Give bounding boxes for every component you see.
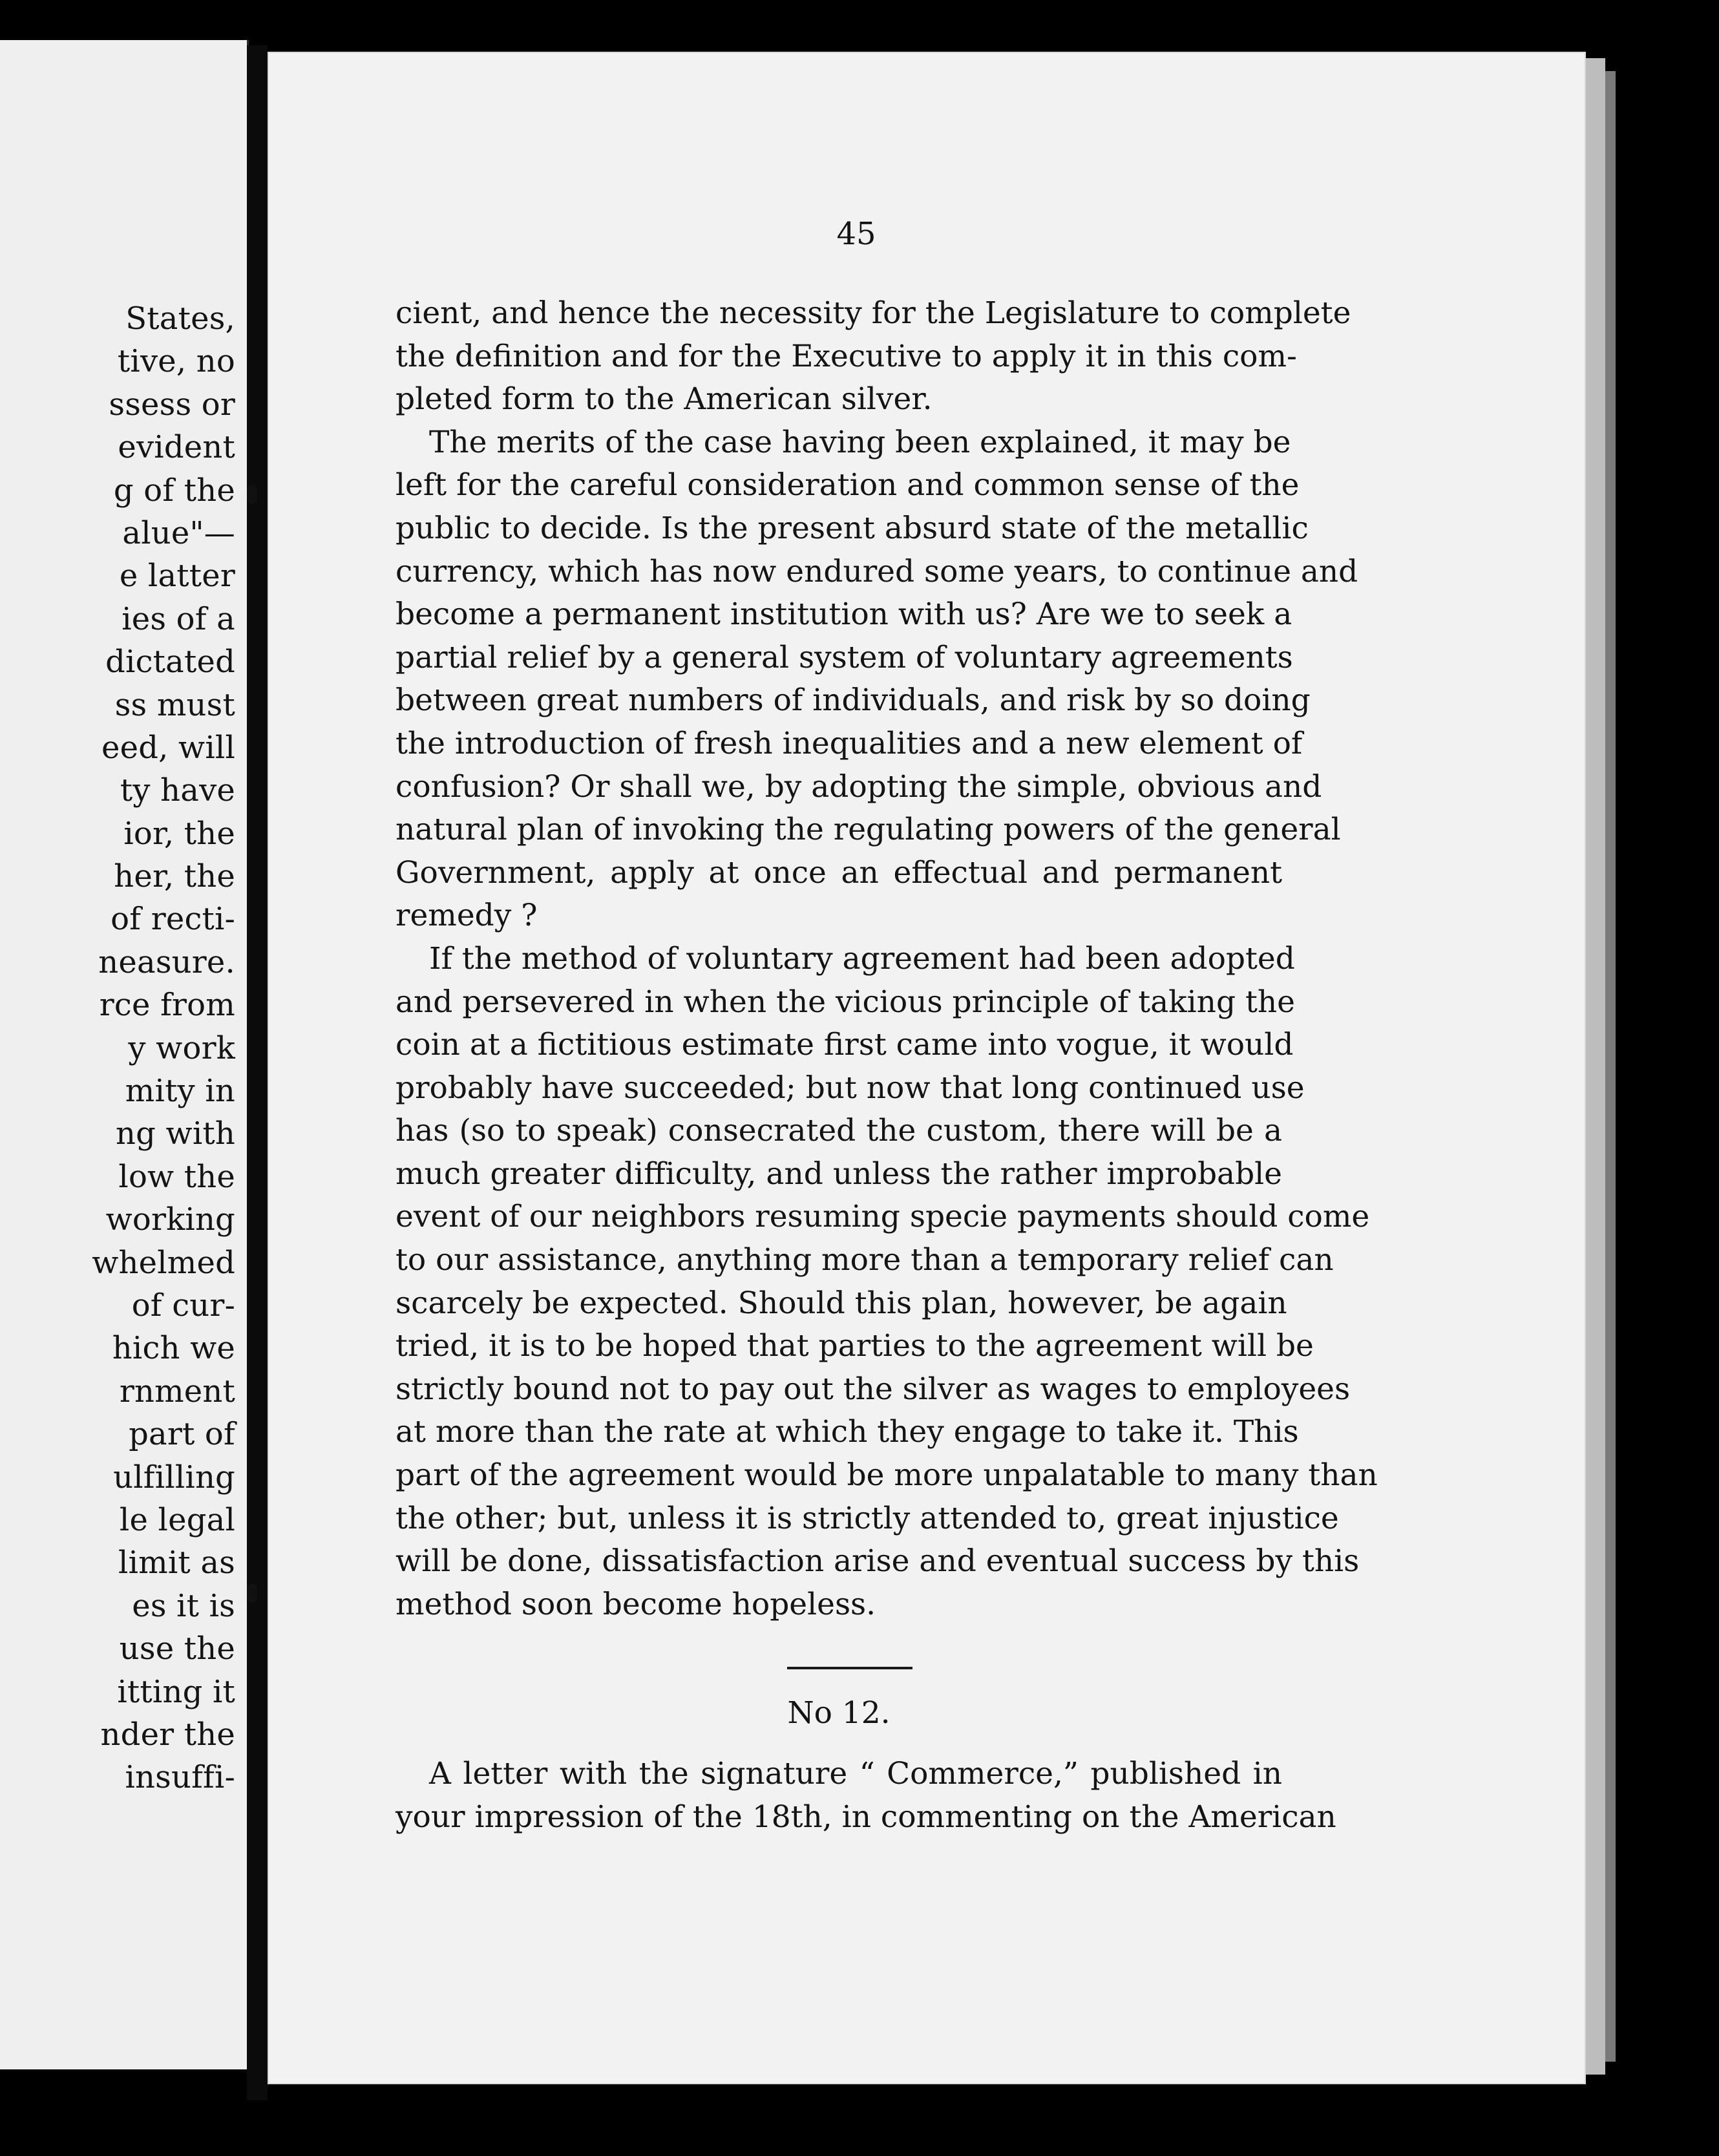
text-line: and persevered in when the vicious principle of taking the	[395, 984, 1295, 1020]
left-text-line: of cur-	[131, 1287, 235, 1324]
text-line: probably have succeeded; but now that long continued use	[395, 1070, 1305, 1106]
text-line: If the method of voluntary agreement had been adopted	[429, 940, 1295, 977]
text-line: between great numbers of individuals, and risk by so doing	[395, 682, 1311, 719]
page-edge	[1605, 71, 1616, 2062]
left-text-line: rnment	[119, 1373, 235, 1410]
left-text-line: es it is	[132, 1587, 235, 1624]
left-text-line: ss must	[114, 686, 235, 723]
text-line: confusion? Or shall we, by adopting the simple, obvious and	[395, 768, 1322, 805]
left-text-line: working	[105, 1201, 235, 1238]
section-heading: No 12.	[787, 1695, 891, 1731]
left-text-line: itting it	[117, 1673, 235, 1710]
left-text-line: insuffi-	[125, 1759, 235, 1796]
text-line: will be done, dissatisfaction arise and eventual success by this	[395, 1543, 1360, 1580]
text-line: currency, which has now endured some years, to continue and	[395, 553, 1358, 589]
page-number: 45	[836, 216, 876, 252]
left-text-line: States,	[125, 301, 235, 337]
left-text-line: ng with	[116, 1115, 235, 1152]
text-line: the introduction of fresh inequalities and a new element of	[395, 725, 1303, 761]
text-line: remedy ?	[395, 898, 538, 934]
body-text-continued	[395, 1753, 1336, 1839]
left-text-line: evident	[118, 429, 235, 466]
book-spine	[247, 45, 268, 2100]
left-text-line: mity in	[125, 1073, 235, 1110]
text-line: part of the agreement would be more unpalatable to many than	[395, 1457, 1378, 1494]
left-text-line: ty have	[120, 772, 235, 809]
left-text-line: of recti-	[111, 901, 235, 938]
text-line: method soon become hopeless.	[395, 1586, 876, 1622]
left-text-line: her, the	[114, 858, 235, 895]
binding-stitch-mark	[247, 485, 257, 504]
text-line: natural plan of invoking the regulating powers of the general	[395, 812, 1341, 848]
left-text-line: e latter	[119, 558, 235, 595]
left-text-line: whelmed	[92, 1244, 235, 1281]
left-text-line: y work	[128, 1030, 235, 1066]
text-line: has (so to speak) consecrated the custom, there will be a	[395, 1113, 1282, 1149]
text-line: become a permanent institution with us? Are we to seek a	[395, 597, 1292, 633]
section-divider	[787, 1667, 912, 1669]
text-line: the definition and for the Executive to apply it in this com-	[395, 338, 1297, 374]
text-line: coin at a fictitious estimate first came into vogue, it would	[395, 1027, 1294, 1063]
text-line: strictly bound not to pay out the silver as wages to employees	[395, 1371, 1351, 1407]
text-line: to our assistance, anything more than a temporary relief can	[395, 1242, 1334, 1278]
left-text-line: nder the	[100, 1716, 235, 1753]
left-page	[0, 40, 249, 2069]
text-line: your impression of the 18th, in commenting on the American	[395, 1799, 1336, 1835]
text-line: pleted form to the American silver.	[395, 381, 933, 417]
left-text-line: alue"—	[122, 514, 235, 551]
binding-stitch-mark	[247, 1583, 257, 1603]
left-text-line: limit as	[118, 1545, 235, 1581]
left-text-line: g of the	[113, 472, 235, 509]
left-page-text	[92, 297, 235, 1799]
text-line: Government, apply at once an effectual and permanent	[395, 854, 1282, 891]
text-line: partial relief by a general system of voluntary agreements	[395, 639, 1293, 675]
left-text-line: neasure.	[98, 944, 235, 980]
text-line: scarcely be expected. Should this plan, however, be again	[395, 1285, 1287, 1321]
text-line: public to decide. Is the present absurd state of the metallic	[395, 510, 1309, 546]
left-text-line: ies of a	[121, 600, 235, 637]
body-text	[395, 292, 1378, 1626]
left-text-line: ior, the	[123, 815, 235, 852]
left-text-line: rce from	[99, 987, 235, 1024]
text-line: tried, it is to be hoped that parties to the agreement will be	[395, 1328, 1314, 1364]
left-text-line: low the	[118, 1158, 235, 1195]
text-line: A letter with the signature “ Commerce,” published in	[429, 1756, 1282, 1791]
left-text-line: part of	[129, 1416, 235, 1453]
left-text-line: le legal	[119, 1501, 235, 1538]
text-line: the other; but, unless it is strictly attended to, great injustice	[395, 1500, 1339, 1536]
left-text-line: hich we	[112, 1330, 235, 1367]
left-text-line: ssess or	[109, 386, 235, 423]
left-text-line: dictated	[105, 644, 235, 681]
left-text-line: eed, will	[101, 729, 235, 766]
left-text-line: tive, no	[117, 343, 235, 380]
text-line: event of our neighbors resuming specie payments should come	[395, 1199, 1370, 1235]
text-line: at more than the rate at which they engage to take it. This	[395, 1414, 1299, 1450]
text-line: much greater difficulty, and unless the rather improbable	[395, 1156, 1282, 1192]
left-text-line: ulfilling	[113, 1459, 235, 1495]
text-line: left for the careful consideration and common sense of the	[395, 467, 1300, 503]
page-edge	[1586, 58, 1605, 2075]
text-line: cient, and hence the necessity for the Legislature to complete	[395, 295, 1351, 331]
left-text-line: use the	[119, 1631, 235, 1667]
text-line: The merits of the case having been explained, it may be	[429, 424, 1291, 460]
